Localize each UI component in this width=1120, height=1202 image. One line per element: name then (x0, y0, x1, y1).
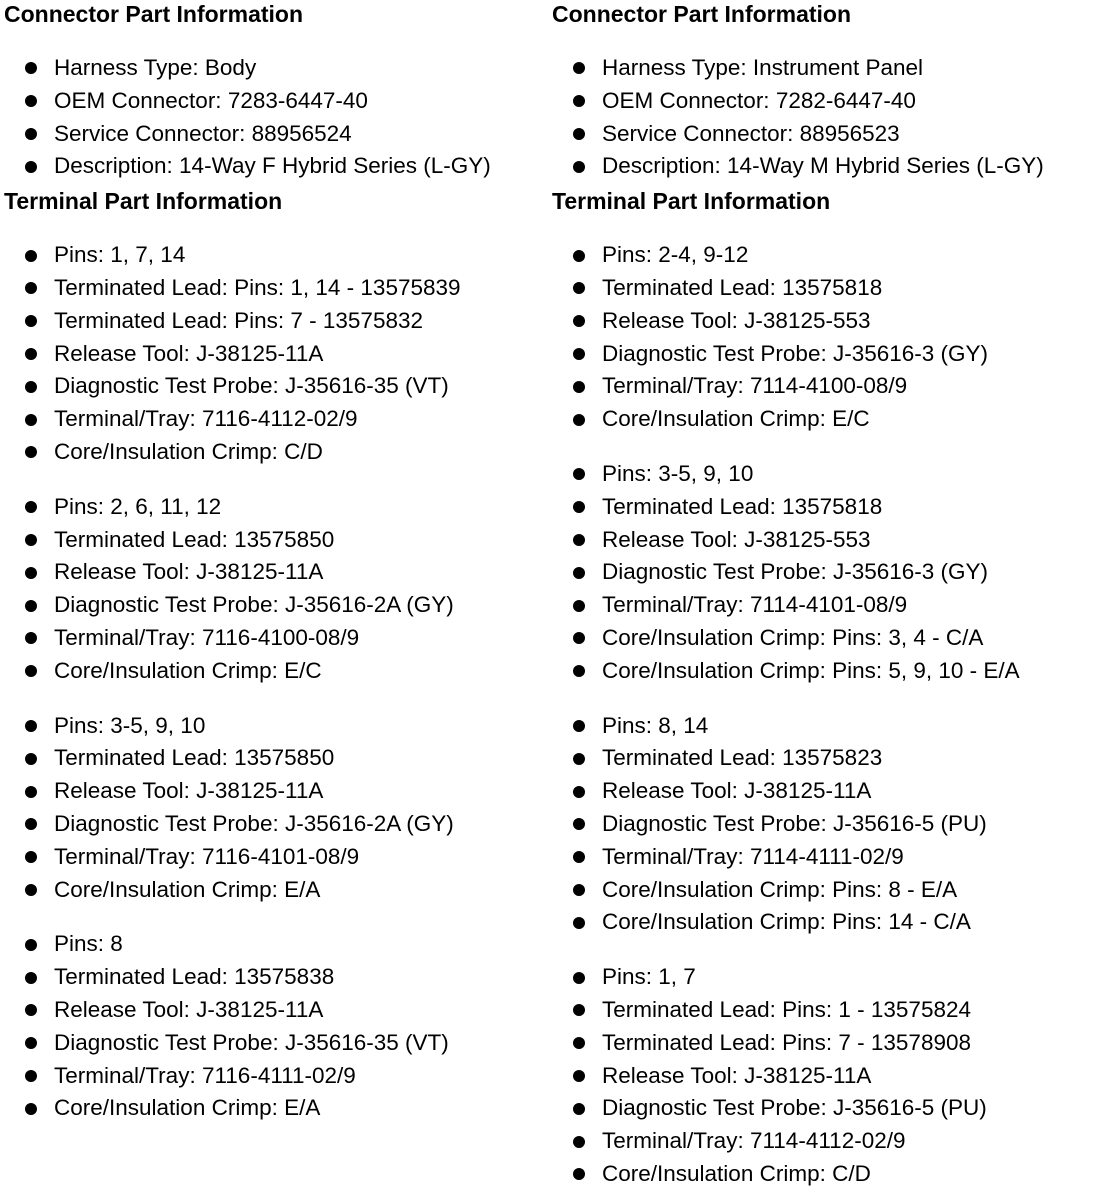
list-item: Harness Type: Body (4, 52, 548, 85)
list-item: Release Tool: J-38125-553 (552, 305, 1116, 338)
list-item: Pins: 1, 7 (552, 961, 1116, 994)
list-item: Terminated Lead: 13575838 (4, 961, 548, 994)
terminal-group-right-1 (552, 239, 1116, 436)
list-item: Terminal/Tray: 7114-4112-02/9 (552, 1125, 1116, 1158)
list-item: Terminated Lead: Pins: 7 - 13578908 (552, 1027, 1116, 1060)
terminal-group-right-2 (552, 458, 1116, 688)
list-item: Diagnostic Test Probe: J-35616-3 (GY) (552, 556, 1116, 589)
list-item: Description: 14-Way F Hybrid Series (L-GY) (4, 150, 548, 183)
list-item: Diagnostic Test Probe: J-35616-2A (GY) (4, 808, 548, 841)
terminal-group-right-4 (552, 961, 1116, 1191)
terminal-group-left-1 (4, 239, 548, 469)
list-item: Release Tool: J-38125-11A (4, 556, 548, 589)
list-item: Terminated Lead: 13575818 (552, 272, 1116, 305)
list-item: Core/Insulation Crimp: Pins: 8 - E/A (552, 874, 1116, 907)
list-item: Pins: 3-5, 9, 10 (4, 710, 548, 743)
list-item: Service Connector: 88956523 (552, 118, 1116, 151)
connector-heading-left: Connector Part Information (4, 1, 304, 27)
connector-heading-right: Connector Part Information (552, 1, 852, 27)
list-item: Terminated Lead: Pins: 7 - 13575832 (4, 305, 548, 338)
left-column (4, 0, 548, 1125)
list-item: Release Tool: J-38125-11A (4, 338, 548, 371)
list-item: Pins: 8, 14 (552, 710, 1116, 743)
list-item: Core/Insulation Crimp: E/C (552, 403, 1116, 436)
list-item: Diagnostic Test Probe: J-35616-5 (PU) (552, 1092, 1116, 1125)
list-item: Pins: 1, 7, 14 (4, 239, 548, 272)
connector-list-left (4, 52, 548, 183)
list-item: Release Tool: J-38125-11A (4, 994, 548, 1027)
list-item: Release Tool: J-38125-11A (4, 775, 548, 808)
list-item: Core/Insulation Crimp: Pins: 5, 9, 10 - E/A (552, 655, 1116, 688)
list-item: Terminal/Tray: 7114-4101-08/9 (552, 589, 1116, 622)
list-item: Diagnostic Test Probe: J-35616-35 (VT) (4, 1027, 548, 1060)
terminal-group-left-2 (4, 491, 548, 688)
list-item: Terminal/Tray: 7116-4100-08/9 (4, 622, 548, 655)
list-item: Terminal/Tray: 7114-4100-08/9 (552, 370, 1116, 403)
list-item: Terminal/Tray: 7116-4101-08/9 (4, 841, 548, 874)
list-item: Pins: 8 (4, 928, 548, 961)
list-item: Terminal/Tray: 7116-4112-02/9 (4, 403, 548, 436)
list-item: Terminated Lead: 13575818 (552, 491, 1116, 524)
list-item: OEM Connector: 7283-6447-40 (4, 85, 548, 118)
list-item: Diagnostic Test Probe: J-35616-35 (VT) (4, 370, 548, 403)
list-item: Release Tool: J-38125-553 (552, 524, 1116, 557)
list-item: Terminated Lead: 13575850 (4, 742, 548, 775)
list-item: Terminated Lead: Pins: 1 - 13575824 (552, 994, 1116, 1027)
list-item: Core/Insulation Crimp: Pins: 14 - C/A (552, 906, 1116, 939)
terminal-group-right-3 (552, 710, 1116, 940)
list-item: Terminated Lead: Pins: 1, 14 - 13575839 (4, 272, 548, 305)
list-item: Terminal/Tray: 7114-4111-02/9 (552, 841, 1116, 874)
list-item: Harness Type: Instrument Panel (552, 52, 1116, 85)
list-item: Release Tool: J-38125-11A (552, 775, 1116, 808)
terminal-heading-right: Terminal Part Information (552, 188, 831, 215)
list-item: Diagnostic Test Probe: J-35616-2A (GY) (4, 589, 548, 622)
list-item: Core/Insulation Crimp: Pins: 3, 4 - C/A (552, 622, 1116, 655)
list-item: Service Connector: 88956524 (4, 118, 548, 151)
list-item: Pins: 2, 6, 11, 12 (4, 491, 548, 524)
right-column (552, 0, 1116, 1191)
terminal-group-left-4 (4, 928, 548, 1125)
list-item: Description: 14-Way M Hybrid Series (L-GY) (552, 150, 1116, 183)
list-item: Pins: 2-4, 9-12 (552, 239, 1116, 272)
list-item: Core/Insulation Crimp: C/D (552, 1158, 1116, 1191)
list-item: Core/Insulation Crimp: E/A (4, 1092, 548, 1125)
list-item: OEM Connector: 7282-6447-40 (552, 85, 1116, 118)
terminal-group-left-3 (4, 710, 548, 907)
list-item: Diagnostic Test Probe: J-35616-5 (PU) (552, 808, 1116, 841)
list-item: Diagnostic Test Probe: J-35616-3 (GY) (552, 338, 1116, 371)
list-item: Terminated Lead: 13575850 (4, 524, 548, 557)
list-item: Terminated Lead: 13575823 (552, 742, 1116, 775)
list-item: Core/Insulation Crimp: E/A (4, 874, 548, 907)
list-item: Terminal/Tray: 7116-4111-02/9 (4, 1060, 548, 1093)
list-item: Core/Insulation Crimp: E/C (4, 655, 548, 688)
terminal-heading-left: Terminal Part Information (4, 188, 283, 215)
list-item: Core/Insulation Crimp: C/D (4, 436, 548, 469)
list-item: Pins: 3-5, 9, 10 (552, 458, 1116, 491)
list-item: Release Tool: J-38125-11A (552, 1060, 1116, 1093)
connector-list-right (552, 52, 1116, 183)
